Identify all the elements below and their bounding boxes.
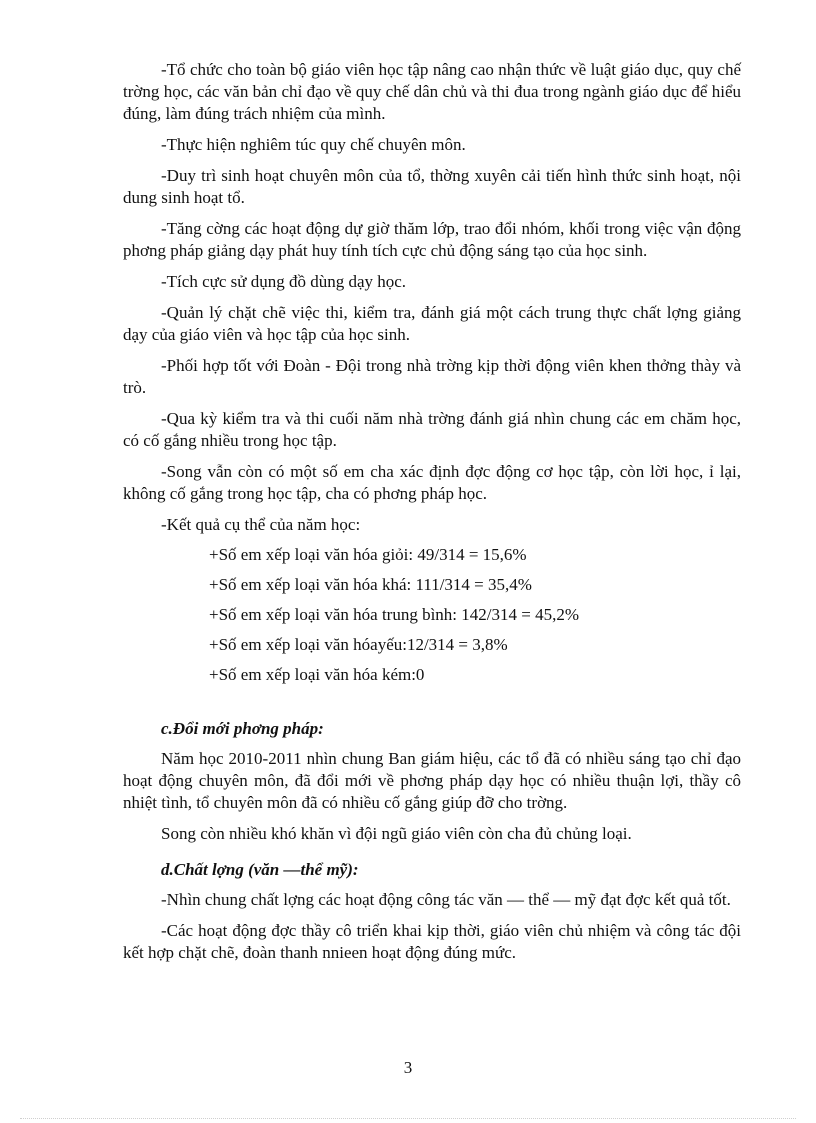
result-excellent: +Số em xếp loại văn hóa giỏi: 49/314 = 15,6% bbox=[209, 545, 527, 564]
paragraph-class-observation: -Tăng cờng các hoạt động dự giờ thăm lớp, trao đổi nhóm, khối trong việc vận động phơng pháp giảng dạy phát huy tính tích cực chủ động sáng tạo của học sinh. bbox=[123, 219, 741, 260]
page-number: 3 bbox=[403, 1058, 413, 1077]
paragraph-weak-students: -Song vẫn còn có một số em cha xác định đợc động cơ học tập, còn lời học, ỉ lại, không cố gắng trong học tập, cha có phơng pháp học. bbox=[123, 462, 741, 503]
paragraph-exam-management: -Quản lý chặt chẽ việc thi, kiểm tra, đánh giá một cách trung thực chất lợng giảng dạy của giáo viên và học tập của học sinh. bbox=[123, 303, 741, 344]
paragraph-professional-rules: -Thực hiện nghiêm túc quy chế chuyên môn. bbox=[161, 135, 466, 154]
section-d-paragraph-1: -Nhìn chung chất lợng các hoạt động công tác văn — thể — mỹ đạt đợc kết quả tốt. bbox=[161, 890, 731, 909]
section-d-heading: d.Chất lợng (văn —thể mỹ): bbox=[161, 860, 359, 879]
paragraph-exam-results: -Qua kỳ kiểm tra và thi cuối năm nhà trờng đánh giá nhìn chung các em chăm học, có cố gắng nhiều trong học tập. bbox=[123, 409, 741, 450]
results-list bbox=[123, 540, 741, 690]
paragraph-group-activities: -Duy trì sinh hoạt chuyên môn của tổ, thờng xuyên cải tiến hình thức sinh hoạt, nội dung sinh hoạt tổ. bbox=[123, 166, 741, 207]
paragraph-teaching-aids: -Tích cực sử dụng đồ dùng dạy học. bbox=[161, 272, 407, 291]
paragraph-union-cooperation: -Phối hợp tốt với Đoàn - Đội trong nhà trờng kịp thời động viên khen thởng thày và trò. bbox=[123, 356, 741, 397]
page-content bbox=[123, 59, 741, 973]
result-weak: +Số em xếp loại văn hóayếu:12/314 = 3,8% bbox=[209, 635, 508, 654]
page-bottom-divider bbox=[20, 1118, 796, 1119]
paragraph-results-intro: -Kết quả cụ thể của năm học: bbox=[161, 515, 361, 534]
section-c-paragraph-2: Song còn nhiều khó khăn vì đội ngũ giáo viên còn cha đủ chủng loại. bbox=[161, 824, 632, 843]
result-average: +Số em xếp loại văn hóa trung bình: 142/314 = 45,2% bbox=[209, 605, 579, 624]
paragraph-teacher-training: -Tổ chức cho toàn bộ giáo viên học tập nâng cao nhận thức về luật giáo dục, quy chế trờng học, các văn bản chỉ đạo về quy chế dân chủ và thi đua trong ngành giáo dục để hiểu đúng, làm đúng trách nhiệm của mình. bbox=[123, 60, 741, 123]
section-c-heading: c.Đổi mới phơng pháp: bbox=[161, 719, 324, 738]
section-d-paragraph-2: -Các hoạt động đợc thầy cô triển khai kịp thời, giáo viên chủ nhiệm và công tác đội kết hợp chặt chẽ, đoàn thanh nnieen hoạt động đúng mức. bbox=[123, 921, 741, 962]
section-c-paragraph-1: Năm học 2010-2011 nhìn chung Ban giám hiệu, các tổ đã có nhiều sáng tạo chỉ đạo hoạt động chuyên môn, đã đổi mới về phơng pháp dạy học có nhiều thuận lợi, thầy cô nhiệt tình, tổ chuyên môn đã có nhiều cố gắng giúp đỡ cho trờng. bbox=[123, 749, 741, 812]
result-good: +Số em xếp loại văn hóa khá: 111/314 = 35,4% bbox=[209, 575, 532, 594]
result-poor: +Số em xếp loại văn hóa kém:0 bbox=[209, 665, 425, 684]
